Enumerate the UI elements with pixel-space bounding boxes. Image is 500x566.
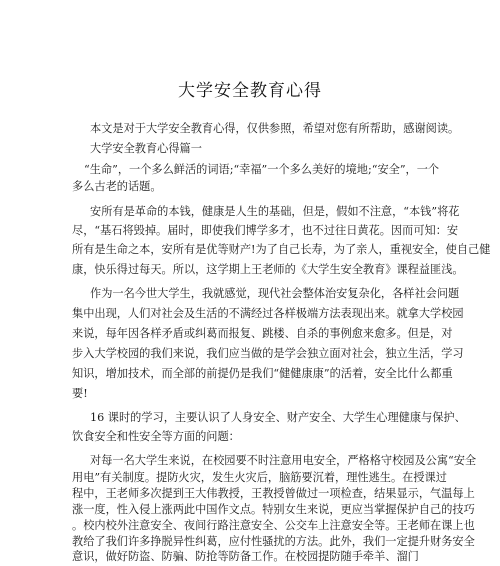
text-line: 。校内校外注意安全、夜间行路注意安全、公交车上注意安全等。王老师在课上也: [72, 519, 475, 532]
text-line: 要!: [72, 387, 88, 400]
text-line: 来说，每年因各样矛盾或纠葛而报复、跳楼、自杀的事例愈来愈多。但是，对: [72, 327, 453, 340]
text-line: 饮食安全和性安全等方面的问题：: [72, 430, 240, 443]
text-line: 用电”有关制度。提防火灾，发生火灾后，脑筋要沉着，理性逃生。在授课过: [72, 471, 447, 484]
text-line-overflow: 意识，做好防盗、防骗、防抢等防备工作。在校园提防随手牵羊、溜门: [72, 550, 419, 563]
text-line: 涨一度，性入侵上涨两此中国作文点。特别女生来说，更应当掌握保护自己的技巧: [72, 503, 475, 516]
text-line: 康，快乐得过每天。所以，这学期上王老师的《大学生安全教育》课程益匪浅。: [72, 263, 464, 276]
text-line: 安所有是革命的本钱，健康是人生的基础，但是，假如不注意，“本钱”将花: [90, 205, 460, 218]
text-line: 程中，王老师多次提到王大伟教授，王教授曾做过一项检查，结果显示，气温每上: [72, 487, 475, 500]
text-line: 对每一名大学生来说，在校园要不时注意用电安全，严格格守校园及公寓“安全: [90, 454, 477, 467]
text-line: “生命”，一个多么鲜活的词语;“幸福”一个多么美好的境地;“安全”，一个: [84, 163, 440, 176]
text-line: 步入大学校园的我们来说，我们应当做的是学会独立面对社会，独立生活，学习: [72, 347, 464, 360]
text-line: 知识，增加技术，而全部的前提仍是我们“健健康康”的活着，安全比什么都重: [72, 367, 453, 380]
text-line: 尽，“基石将毁掉。届时，即使我们博学多才，也不过往日黄花。因而可知：安: [72, 224, 459, 237]
text-line: 集中出现，人们对社会及生活的不满经过各样极端方法表现出来。就拿大学校园: [72, 307, 464, 320]
text-line: 16 课时的学习，主要认识了人身安全、财产安全、大学生心理健康与保护、: [90, 411, 466, 424]
text-line: 作为一名今世大学生，我就感觉，现代社会整体治安复杂化，各样社会问题: [90, 287, 460, 300]
text-line: 教给了我们许多挣脱异性纠葛，应付性骚扰的方法。此外，我们一定提升财务安全: [72, 535, 475, 548]
text-line: 多么古老的话题。: [72, 180, 162, 193]
text-line: 本文是对于大学安全教育心得，仅供参照，希望对您有所帮助，感谢阅读。: [90, 122, 460, 135]
text-line: 所有是生命之本，安所有是优等财产!为了自己长寿，为了亲人，重视安全，使自己健: [72, 243, 491, 256]
document-title: 大学安全教育心得: [178, 81, 322, 101]
text-line: 大学安全教育心得篇一: [90, 142, 202, 155]
